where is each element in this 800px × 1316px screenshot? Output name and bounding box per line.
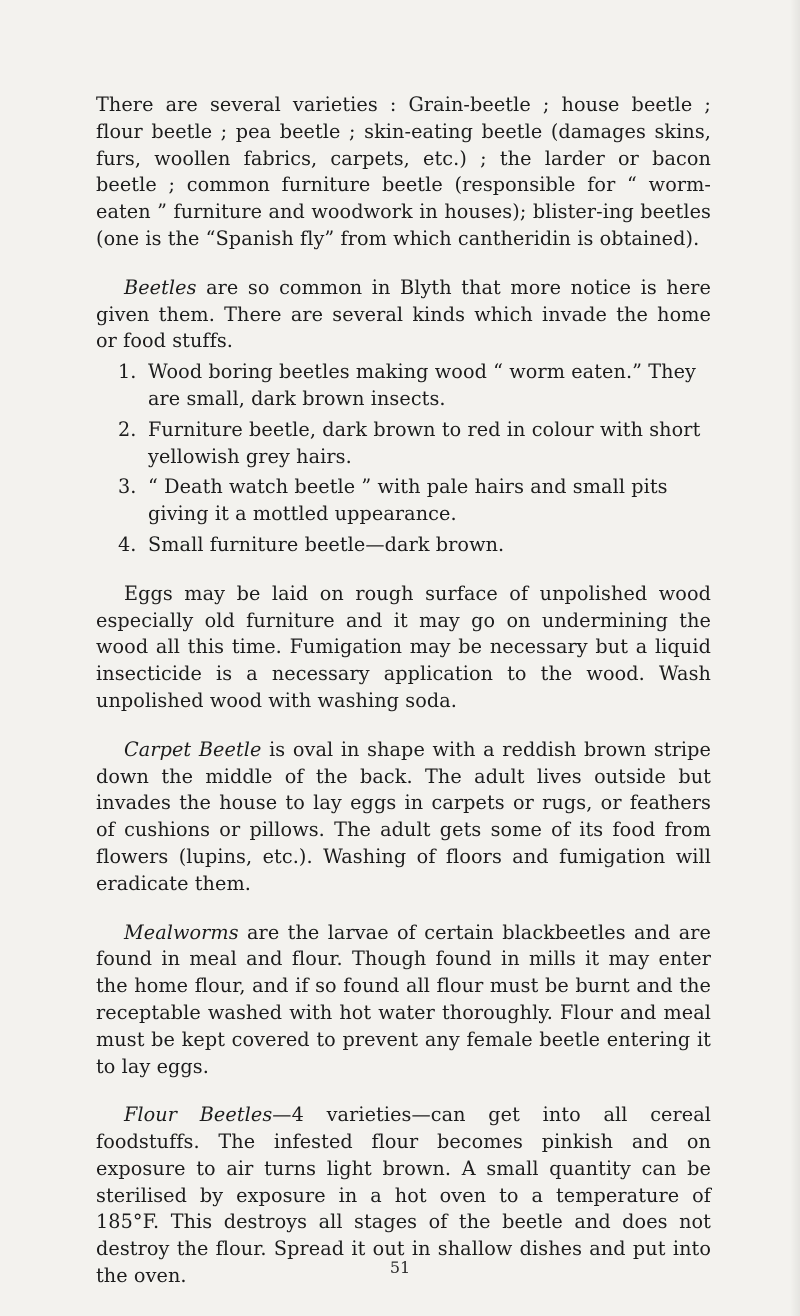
intro-paragraph: There are several varieties : Grain-beetle ; house beetle ; flour beetle ; pea beetle ; skin-eating beetle (damages skins, furs, woollen fabrics, carpets, etc.) ; the larder or bacon beetle ; common furniture beetle (responsible for “ worm-eaten ” furniture and woodwork in houses); blister-ing beetles (one is the “Spanish fly” from which cantheridin is obtained). — [96, 93, 711, 250]
mealworms-text: are the larvae of certain blackbeetles and are found in meal and flour. Though found in mills it may enter the home flour, and if so found all flour must be burnt and the receptable washed with hot water thoroughly. Flour and meal must be kept covered to prevent any female beetle entering it to lay eggs. — [96, 920, 711, 1078]
list-item-text: “ Death watch beetle ” with pale hairs and small pits giving it a mottled uppearance. — [148, 475, 668, 526]
list-item — [96, 532, 711, 559]
flour-beetles-text: —4 varieties—can get into all cereal foodstuffs. The infested flour becomes pinkish and on exposure to air turns light brown. A small quantity can be sterilised by exposure in a hot oven to a temperature of 185°F. This destroys all stages of the beetle and does not destroy the flour. Spread it out in shallow dishes and put into the oven. — [96, 1103, 711, 1288]
list-item — [96, 417, 711, 471]
list-item — [96, 474, 711, 528]
eggs-paragraph: Eggs may be laid on rough surface of unpolished wood especially old furniture and it may go on undermining the wood all this time. Fumigation may be necessary but a liquid insecticide is a necessary application to the wood. Wash unpolished wood with washing soda. — [96, 581, 711, 712]
mealworms-term: Mealworms — [124, 920, 239, 944]
list-item-number: 3. — [118, 475, 137, 499]
page-body — [96, 92, 711, 1290]
beetles-text: are so common in Blyth that more notice is here given them. There are several kinds which invade the home or food stuffs. — [96, 275, 711, 353]
list-item-text: Furniture beetle, dark brown to red in colour with short yellowish grey hairs. — [148, 417, 701, 468]
list-item-number: 4. — [118, 532, 137, 556]
carpet-beetle-term: Carpet Beetle — [124, 737, 262, 761]
beetles-term: Beetles — [124, 275, 197, 299]
list-item-text: Wood boring beetles making wood “ worm eaten.” They are small, dark brown insects. — [148, 360, 696, 410]
list-item-number: 1. — [118, 360, 137, 384]
page-edge-shadow — [790, 0, 800, 1316]
flour-beetles-term: Flour Beetles — [124, 1103, 273, 1127]
list-item-text: Small furniture beetle—dark brown. — [148, 532, 505, 556]
list-item — [96, 359, 711, 413]
beetles-paragraph — [96, 275, 711, 355]
carpet-beetle-paragraph — [96, 737, 711, 898]
mealworms-paragraph — [96, 920, 711, 1081]
list-item-number: 2. — [118, 417, 137, 441]
beetle-kinds-list — [96, 359, 711, 559]
carpet-beetle-text: is oval in shape with a reddish brown stripe down the middle of the back. The adult lives outside but invades the house to lay eggs in carpets or rugs, or feathers of cushions or pillows. The adult gets some of its food from flowers (lupins, etc.). Washing of floors and fumigation will eradicate them. — [96, 737, 711, 895]
page-number: 51 — [389, 1258, 411, 1277]
